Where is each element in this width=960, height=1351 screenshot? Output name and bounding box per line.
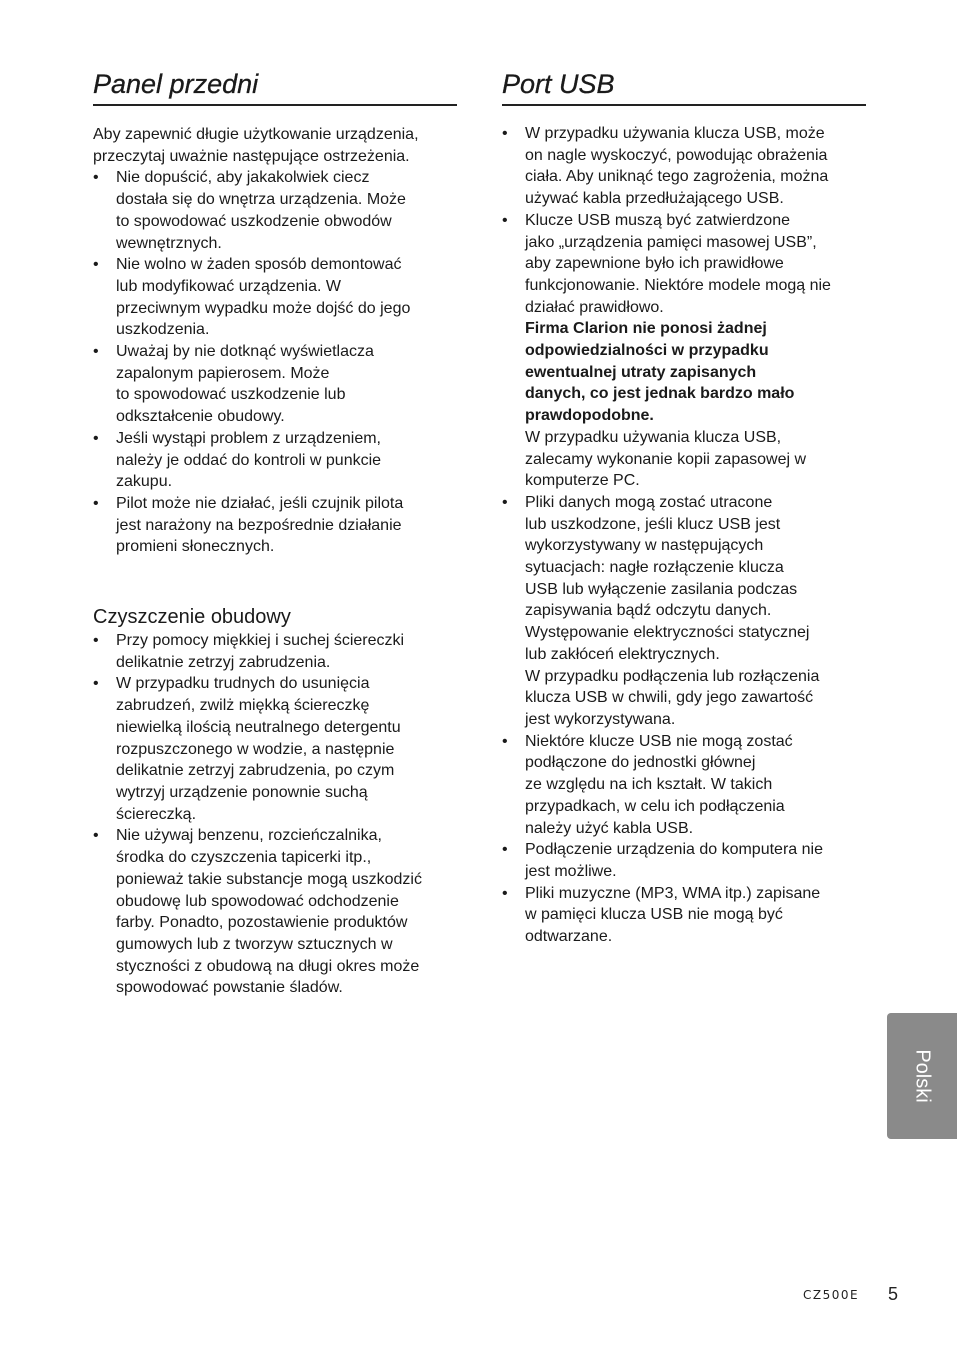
section-title-front-panel: Panel przedni <box>93 66 457 106</box>
intro-paragraph: Aby zapewnić długie użytkowanie urządzenia, przeczytaj uważnie następujące ostrzeżenia. <box>93 126 419 165</box>
list-item: • Pliki danych mogą zostać utracone lub uszkodzone, jeśli klucz USB jest wykorzystywany w następujących sytuacjach: nagłe rozłączenie klucza USB lub wyłączenie zasilania podczas zapisywania bądź odczytu danych. Występowanie elektryczności statycznej lub zakłóceń elektrycznych. W przypadku podłączenia lub rozłączenia klucza USB w chwili, gdy jego zawartość jest wykorzystywana. <box>502 493 820 728</box>
list-item: • Niektóre klucze USB nie mogą zostać podłączone do jednostki głównej ze względu na ich kształt. W takich przypadkach, w celu ich podłączenia należy użyć kabla USB. <box>502 732 793 837</box>
list-item: • Klucze USB muszą być zatwierdzone jako „urządzenia pamięci masowej USB”, aby zapewnione było ich prawidłowe funkcjonowanie. Niektóre modele mogą nie działać prawidłowo. Firma Clarion nie ponosi żadnej odpowiedzialności w przypadku ewentualnej utraty zapisanych danych, co jest jednak bardzo mało prawdopodobne. W przypadku używania klucza USB, zalecamy wykonanie kopii zapasowej w komputerze PC. <box>502 210 870 492</box>
section-title-usb-port: Port USB <box>502 66 866 106</box>
list-item: • W przypadku trudnych do usunięcia zabrudzeń, zwilż miękką ściereczkę niewielką ilością neutralnego detergentu rozpuszczonego w wodzie, a następnie delikatnie zetrzyj zabrudzenia, po czym wytrzyj urządzenie ponownie suchą ściereczką. <box>93 675 401 823</box>
list-item: • W przypadku używania klucza USB, może on nagle wyskoczyć, powodując obrażenia ciała. Aby uniknąć tego zagrożenia, można używać kabla przedłużającego USB. <box>502 125 829 208</box>
list-item: • Uważaj by nie dotknąć wyświetlacza zapalonym papierosem. Może to spowodować uszkodzenie lub odkształcenie obudowy. <box>93 343 374 426</box>
footer-model-number: CZ500E <box>803 1288 860 1302</box>
list-item: • Pilot może nie działać, jeśli czujnik pilota jest narażony na bezpośrednie działanie promieni słonecznych. <box>93 494 404 556</box>
disclaimer-bold: Firma Clarion nie ponosi żadnej odpowiedzialności w przypadku ewentualnej utraty zapisanych danych, co jest jednak bardzo mało prawdopodobne. <box>525 320 795 425</box>
language-tab <box>887 1013 957 1139</box>
list-item: • Nie używaj benzenu, rozcieńczalnika, środka do czyszczenia tapicerki itp., ponieważ takie substancje mogą uszkodzić obudowę lub spowodować odchodzenie farby. Ponadto, pozostawienie produktów gumowych lub z tworzyw sztucznych w styczności z obudową na długi okres może spowodować powstanie śladów. <box>93 827 422 997</box>
front-panel-list <box>93 167 463 558</box>
list-item: • Nie wolno w żaden sposób demontować lub modyfikować urządzenia. W przeciwnym wypadku może dojść do jego uszkodzenia. <box>93 256 411 339</box>
cleaning-list <box>93 630 463 999</box>
language-tab-label: Polski <box>911 1049 934 1103</box>
page-number: 5 <box>888 1284 899 1304</box>
list-item: • Przy pomocy miękkiej i suchej ściereczki delikatnie zetrzyj zabrudzenia. <box>93 632 405 671</box>
list-item: • Pliki muzyczne (MP3, WMA itp.) zapisane w pamięci klucza USB nie mogą być odtwarzane. <box>502 884 821 946</box>
list-item: • Podłączenie urządzenia do komputera nie jest możliwe. <box>502 841 823 880</box>
left-column <box>93 66 463 999</box>
usb-list <box>502 123 870 948</box>
right-column <box>502 66 870 948</box>
list-item: • Jeśli wystąpi problem z urządzeniem, należy je oddać do kontroli w punkcie zakupu. <box>93 429 382 491</box>
section-title-cleaning: Czyszczenie obudowy <box>93 606 291 629</box>
list-item: • Nie dopuścić, aby jakakolwiek ciecz dostała się do wnętrza urządzenia. Może to spowodować uszkodzenie obwodów wewnętrznych. <box>93 169 406 252</box>
